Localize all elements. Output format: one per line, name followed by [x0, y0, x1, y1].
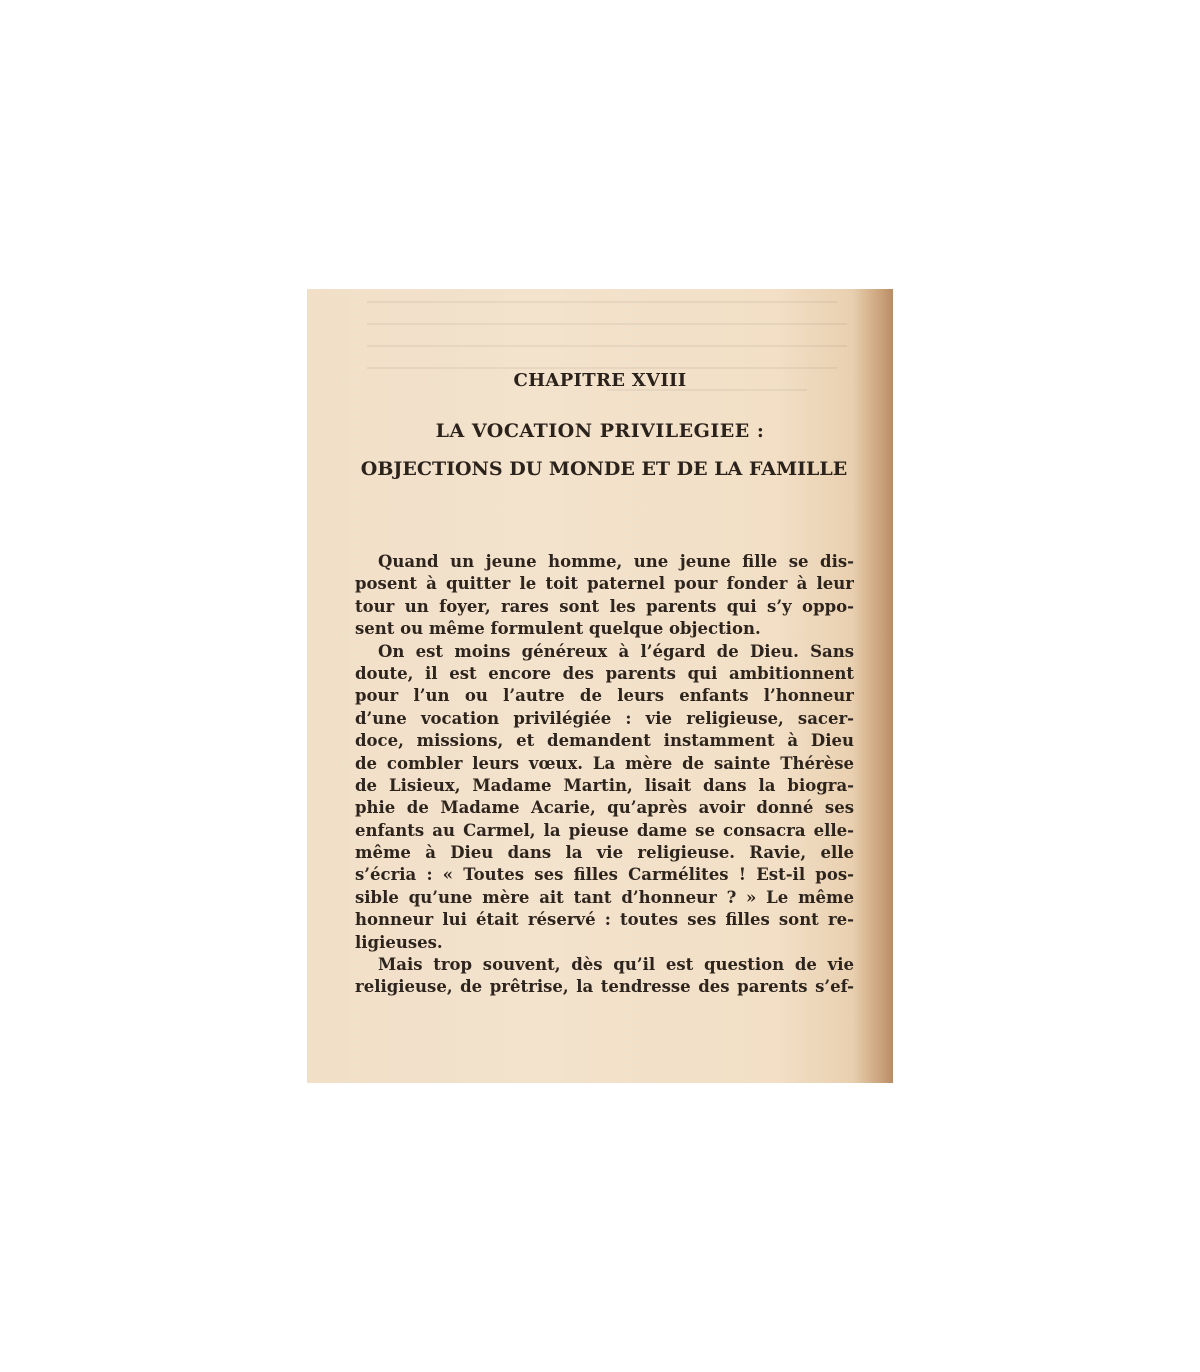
text-line: même à Dieu dans la vie religieuse. Ravie, elle [355, 843, 854, 863]
text-line: s’écria : « Toutes ses filles Carmélites ! Est-il pos- [355, 865, 854, 885]
text-line: posent à quitter le toit paternel pour fonder à leur [355, 574, 854, 594]
text-line: doute, il est encore des parents qui ambitionnent [355, 663, 854, 683]
text-line: pour l’un ou l’autre de leurs enfants l’honneur [355, 686, 854, 706]
text-line: tour un foyer, rares sont les parents qui s’y oppo- [355, 596, 854, 616]
chapter-title-line-1: LA VOCATION PRIVILEGIEE : [435, 420, 765, 442]
text-line: religieuse, de prêtrise, la tendresse des parents s’ef- [355, 977, 854, 997]
chapter-title-line-2: OBJECTIONS DU MONDE ET DE LA FAMILLE [360, 458, 848, 480]
text-line: Quand un jeune homme, une jeune fille se dis- [378, 552, 854, 571]
text-line: honneur lui était réservé : toutes ses filles sont re- [355, 910, 854, 930]
text-line: de Lisieux, Madame Martin, lisait dans la biogra- [355, 775, 854, 795]
text-line: Mais trop souvent, dès qu’il est question de vie [378, 955, 854, 975]
text-line: sent ou même formulent quelque objection. [355, 619, 761, 639]
text-line: d’une vocation privilégiée : vie religieuse, sacer- [355, 708, 854, 728]
body-text [355, 551, 854, 999]
text-line: On est moins généreux à l’égard de Dieu. Sans [378, 641, 854, 661]
text-line: doce, missions, et demandent instamment à Dieu [355, 731, 854, 751]
book-page [307, 289, 893, 1083]
text-line: de combler leurs vœux. La mère de sainte Thérèse [355, 753, 854, 773]
text-line: ligieuses. [355, 932, 443, 952]
text-line: enfants au Carmel, la pieuse dame se consacra elle- [355, 820, 854, 840]
chapter-heading: CHAPITRE XVIII [513, 370, 687, 391]
text-line: phie de Madame Acarie, qu’après avoir donné ses [355, 798, 854, 818]
text-line: sible qu’une mère ait tant d’honneur ? » Le même [355, 887, 854, 907]
